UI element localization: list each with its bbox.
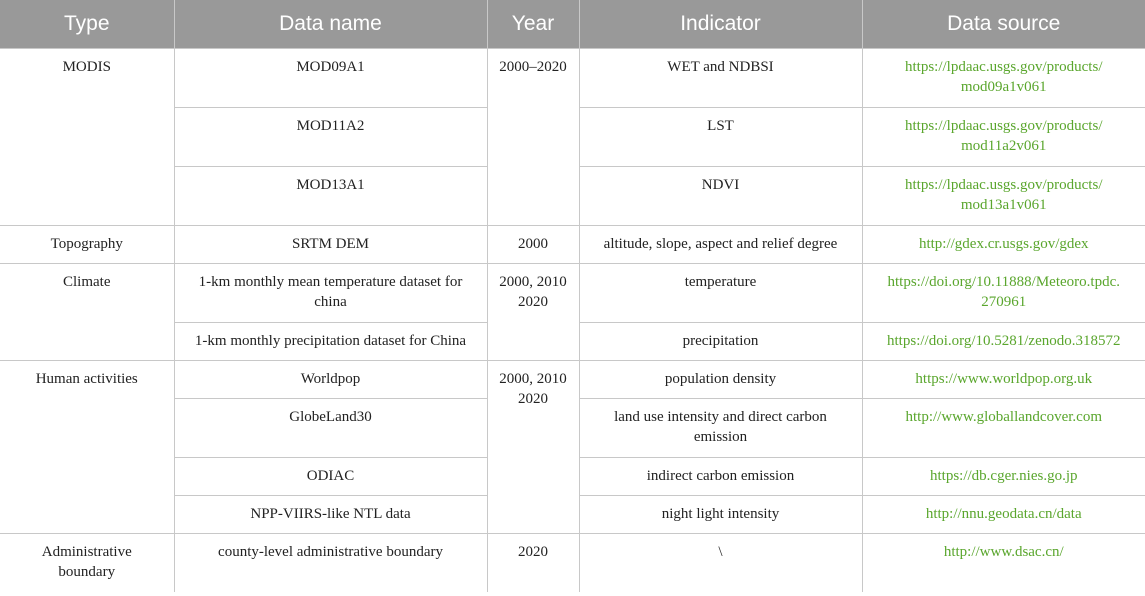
- data-name-cell: NPP-VIIRS-like NTL data: [174, 496, 487, 534]
- indicator-cell: precipitation: [579, 323, 862, 361]
- indicator-cell: LST: [579, 108, 862, 167]
- data-source-link[interactable]: https://www.worldpop.org.uk: [862, 361, 1145, 399]
- data-source-link[interactable]: http://nnu.geodata.cn/data: [862, 496, 1145, 534]
- data-name-cell: GlobeLand30: [174, 399, 487, 458]
- type-cell: Administrative boundary: [0, 534, 174, 592]
- type-cell: Human activities: [0, 361, 174, 534]
- data-name-cell: 1-km monthly precipitation dataset for China: [174, 323, 487, 361]
- data-source-link[interactable]: https://db.cger.nies.go.jp: [862, 458, 1145, 496]
- indicator-cell: temperature: [579, 264, 862, 323]
- indicator-cell: \: [579, 534, 862, 592]
- data-source-link[interactable]: http://gdex.cr.usgs.gov/gdex: [862, 226, 1145, 264]
- data-source-link[interactable]: https://lpdaac.usgs.gov/products/ mod09a1v061: [862, 49, 1145, 108]
- table-row: [0, 264, 1145, 323]
- data-source-link[interactable]: https://lpdaac.usgs.gov/products/ mod13a1v061: [862, 167, 1145, 226]
- data-name-cell: MOD13A1: [174, 167, 487, 226]
- table-row: [0, 226, 1145, 264]
- type-cell: Topography: [0, 226, 174, 264]
- data-source-link[interactable]: http://www.globallandcover.com: [862, 399, 1145, 458]
- table-row: [0, 534, 1145, 592]
- header-data-source: Data source: [862, 0, 1145, 49]
- data-source-link[interactable]: http://www.dsac.cn/: [862, 534, 1145, 592]
- header-indicator: Indicator: [579, 0, 862, 49]
- year-cell: 2000, 2010 2020: [487, 361, 579, 534]
- data-source-link[interactable]: https://doi.org/10.5281/zenodo.318572: [862, 323, 1145, 361]
- data-name-cell: SRTM DEM: [174, 226, 487, 264]
- type-cell: Climate: [0, 264, 174, 361]
- data-name-cell: MOD11A2: [174, 108, 487, 167]
- header-data-name: Data name: [174, 0, 487, 49]
- data-name-cell: Worldpop: [174, 361, 487, 399]
- data-name-cell: MOD09A1: [174, 49, 487, 108]
- header-type: Type: [0, 0, 174, 49]
- data-name-cell: ODIAC: [174, 458, 487, 496]
- table-row: [0, 49, 1145, 108]
- indicator-cell: WET and NDBSI: [579, 49, 862, 108]
- year-cell: 2000: [487, 226, 579, 264]
- data-name-cell: 1-km monthly mean temperature dataset for china: [174, 264, 487, 323]
- indicator-cell: land use intensity and direct carbon emission: [579, 399, 862, 458]
- indicator-cell: NDVI: [579, 167, 862, 226]
- data-name-cell: county-level administrative boundary: [174, 534, 487, 592]
- table-row: [0, 361, 1145, 399]
- data-source-link[interactable]: https://doi.org/10.11888/Meteoro.tpdc. 270961: [862, 264, 1145, 323]
- year-cell: 2000–2020: [487, 49, 579, 226]
- header-row: [0, 0, 1145, 49]
- year-cell: 2000, 2010 2020: [487, 264, 579, 361]
- indicator-cell: indirect carbon emission: [579, 458, 862, 496]
- type-cell: MODIS: [0, 49, 174, 226]
- year-cell: 2020: [487, 534, 579, 592]
- indicator-cell: night light intensity: [579, 496, 862, 534]
- indicator-cell: population density: [579, 361, 862, 399]
- indicator-cell: altitude, slope, aspect and relief degree: [579, 226, 862, 264]
- data-source-link[interactable]: https://lpdaac.usgs.gov/products/ mod11a2v061: [862, 108, 1145, 167]
- header-year: Year: [487, 0, 579, 49]
